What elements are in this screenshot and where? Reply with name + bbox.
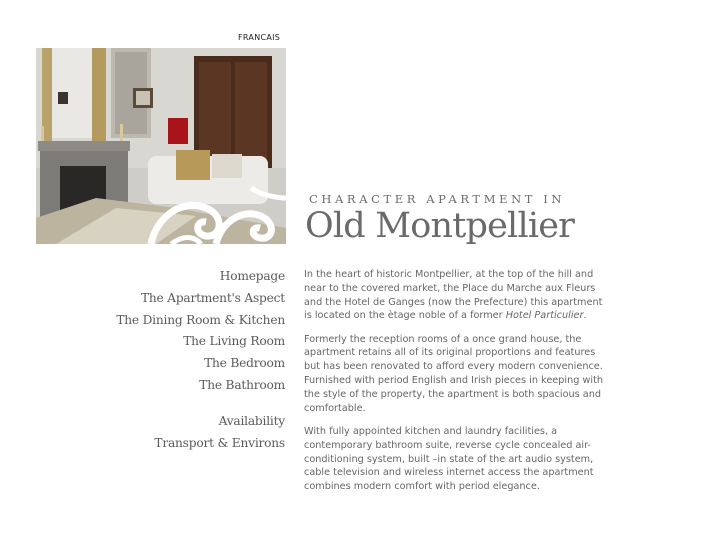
intro-paragraph: In the heart of historic Montpellier, at the top of the hill and near to the covered market, the Place du Marche aux Fleurs and the Hotel de Ganges (now the Prefecture) this apartment is located on the ètage noble of a former Hotel Particulier. bbox=[304, 269, 603, 322]
main-navigation bbox=[116, 266, 285, 454]
nav-link-apartments-aspect[interactable]: The Apartment's Aspect bbox=[140, 290, 285, 305]
history-paragraph: Formerly the reception rooms of a once grand house, the apartment retains all of its original proportions and features but has been renovated to afford every modern convenience. Furnished with period English and Irish pieces in keeping with the style of the property, the apartment is both spacious and comfortable. bbox=[304, 333, 604, 414]
page-title: Old Montpellier bbox=[305, 206, 575, 246]
amenities-paragraph: With fully appointed kitchen and laundry facilities, a contemporary bathroom suite, reverse cycle concealed air-conditioning system, built –in state of the art audio system, cable television and wireless internet access the apartment combines modern comfort with period elegance. bbox=[304, 425, 594, 493]
nav-link-homepage[interactable]: Homepage bbox=[219, 269, 285, 283]
page-subtitle: CHARACTER APARTMENT IN bbox=[309, 192, 566, 206]
nav-link-bedroom[interactable]: The Bedroom bbox=[204, 356, 285, 371]
nav-link-availability[interactable]: Availability bbox=[218, 413, 285, 428]
language-link-francais[interactable]: FRANCAIS bbox=[238, 33, 281, 42]
hotel-particulier-term: Hotel Particulier bbox=[505, 310, 584, 322]
nav-link-bathroom[interactable]: The Bathroom bbox=[199, 377, 285, 392]
nav-link-transport-environs[interactable]: Transport & Environs bbox=[154, 435, 285, 450]
nav-link-dining-room-kitchen[interactable]: The Dining Room & Kitchen bbox=[116, 312, 285, 327]
living-room-photo bbox=[36, 48, 286, 244]
nav-link-living-room[interactable]: The Living Room bbox=[183, 334, 285, 349]
main-content bbox=[304, 268, 604, 503]
nav-spacer bbox=[116, 397, 285, 411]
